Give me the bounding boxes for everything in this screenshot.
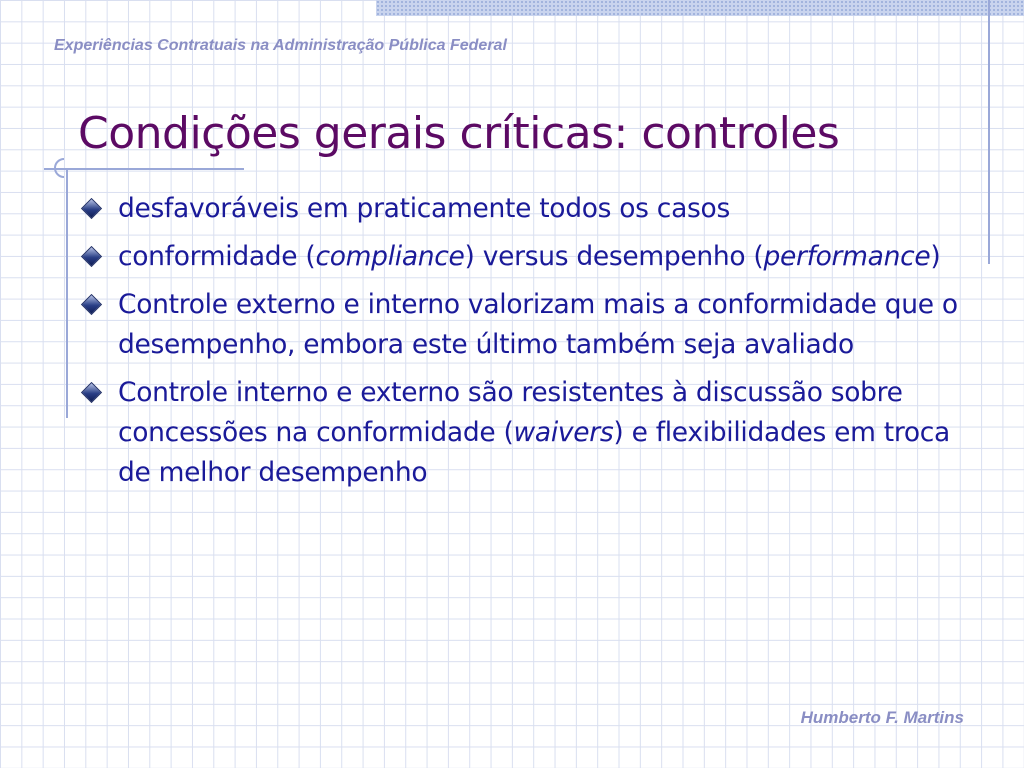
diamond-bullet-icon	[81, 294, 102, 315]
bullet-item	[80, 237, 960, 277]
bullet-text: desfavoráveis em praticamente todos os casos	[118, 193, 730, 224]
bullet-item	[80, 373, 960, 493]
bullet-text: conformidade (	[118, 241, 316, 272]
top-decorative-band	[376, 0, 1024, 16]
presentation-author: Humberto F. Martins	[800, 708, 964, 727]
bullet-text: Controle interno e externo são resistentes à discussão sobre concessões na conformidade (	[118, 377, 903, 448]
title-underline-decoration	[44, 168, 244, 170]
bullet-text: ) e flexibilidades em troca de melhor desempenho	[118, 417, 950, 488]
diamond-bullet-icon	[81, 246, 102, 267]
diamond-bullet-icon	[81, 382, 102, 403]
right-decorative-line	[988, 0, 990, 264]
bullet-emphasis: waivers	[513, 417, 614, 448]
bullet-text: )	[930, 241, 941, 272]
bullet-item	[80, 189, 960, 229]
bullet-list	[80, 189, 960, 501]
diamond-bullet-icon	[81, 198, 102, 219]
left-decorative-line	[66, 168, 68, 418]
bullet-item	[80, 285, 960, 365]
bullet-text: Controle externo e interno valorizam mais a conformidade que o desempenho, embora este último também seja avaliado	[118, 289, 958, 360]
bullet-emphasis: performance	[763, 241, 931, 272]
slide-title: Condições gerais críticas: controles	[78, 108, 840, 159]
bullet-emphasis: compliance	[315, 241, 465, 272]
presentation-header: Experiências Contratuais na Administração Pública Federal	[54, 37, 507, 54]
bullet-text: ) versus desempenho (	[464, 241, 764, 272]
